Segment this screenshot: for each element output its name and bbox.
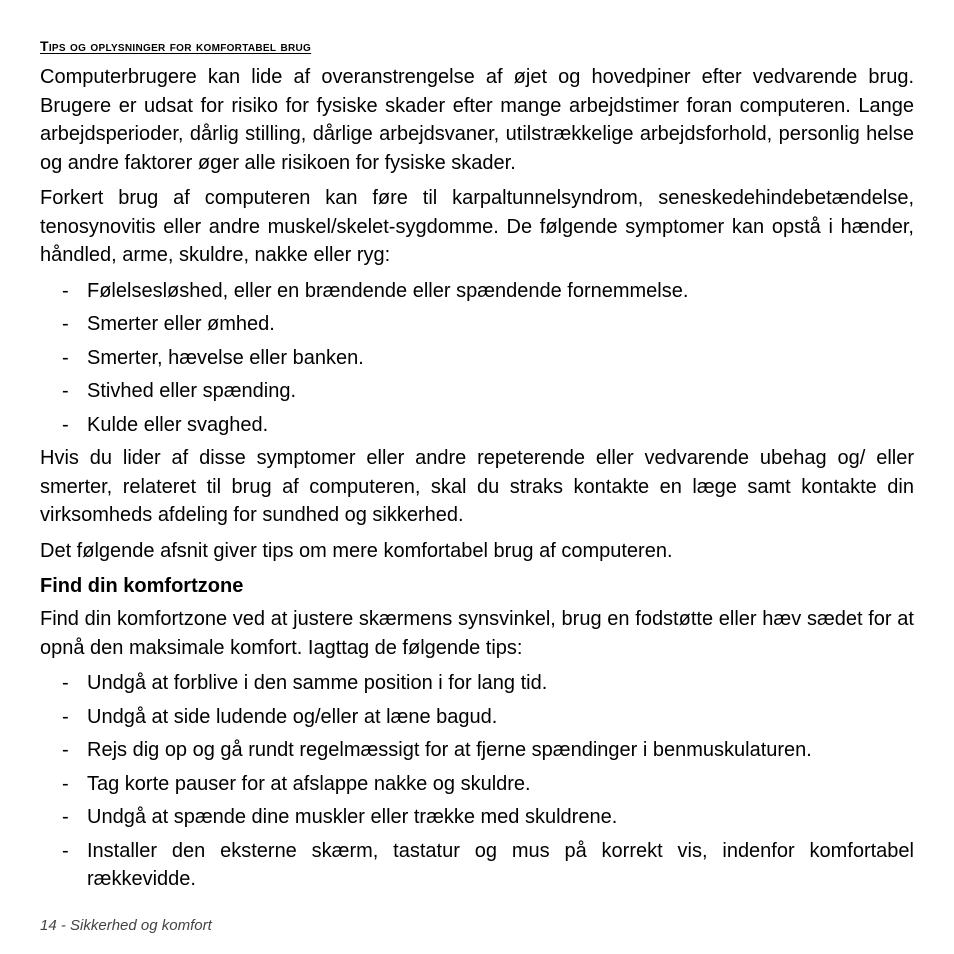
dash-marker: - [62,705,69,728]
dash-marker: - [62,380,69,402]
dash-marker: - [62,839,69,862]
list-item: - Smerter eller ømhed. [40,310,914,339]
paragraph-advice: Hvis du lider af disse symptomer eller andre repeterende eller vedvarende ubehag og/ eller smerter, relateret til brug af computeren, skal du straks kontakte en læge samt kontakte din virksomheds afdeling for sundhed og sikkerhed. [40,447,914,526]
dash-marker: - [62,413,69,436]
dash-marker: - [62,772,69,795]
dash-marker: - [62,279,69,302]
subheading: Find din komfortzone [40,575,244,597]
list-item: - Kulde eller svaghed. [40,411,914,440]
list-item: - Installer den eksterne skærm, tastatur og mus på korrekt vis, indenfor komfortabel rækkevidde. [40,837,914,894]
dash-marker: - [62,739,69,761]
list-item: - Undgå at spænde dine muskler eller trække med skuldrene. [40,803,914,832]
list-item: - Undgå at forblive i den samme position i for lang tid. [40,669,914,698]
paragraph-intro: Computerbrugere kan lide af overanstrengelse af øjet og hovedpiner efter vedvarende brug. Brugere er udsat for risiko for fysiske skader efter mange arbejdstimer foran computeren. Lange arbejdsperioder, dårlig stilling, dårlige arbejdsvaner, utilstrækkelige arbejdsforhold, personlig helse og andre faktorer øger alle risikoen for fysiske skader. [40,66,914,174]
page-footer: 14 - Sikkerhed og komfort [40,917,212,934]
list-item: - Undgå at side ludende og/eller at læne bagud. [40,703,914,732]
dash-marker: - [62,313,69,335]
paragraph-symptoms-intro: Forkert brug af computeren kan føre til karpaltunnelsyndrom, seneskedehindebetændelse, tenosynovitis eller andre muskel/skelet-sygdomme. De følgende symptomer kan opstå i hænder, håndled, arme, skuldre, nakke eller ryg: [40,187,914,266]
list-item: - Følelsesløshed, eller en brændende eller spændende fornemmelse. [40,277,914,306]
paragraph-comfort-zone: Find din komfortzone ved at justere skærmens synsvinkel, brug en fodstøtte eller hæv sædet for at opnå den maksimale komfort. Iagttag de følgende tips: [40,608,914,659]
dash-marker: - [62,806,69,828]
tips-list [40,669,914,894]
document-page [40,34,914,899]
list-item: - Stivhed eller spænding. [40,377,914,406]
list-item: - Rejs dig op og gå rundt regelmæssigt for at fjerne spændinger i benmuskulaturen. [40,736,914,765]
dash-marker: - [62,346,69,369]
paragraph-tips-intro: Det følgende afsnit giver tips om mere komfortabel brug af computeren. [40,539,673,562]
list-item: - Tag korte pauser for at afslappe nakke og skuldre. [40,770,914,799]
symptom-list [40,277,914,440]
list-item: - Smerter, hævelse eller banken. [40,344,914,373]
section-title: Tips og oplysninger for komfortabel brug [40,38,312,54]
dash-marker: - [62,672,69,694]
